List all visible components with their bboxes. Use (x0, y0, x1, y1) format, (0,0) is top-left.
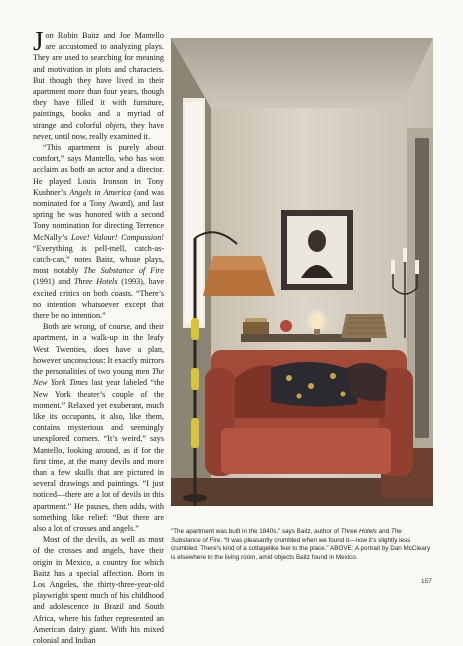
living-room-photo (171, 38, 433, 506)
drop-cap: J (33, 26, 44, 56)
photo-caption: “The apartment was built in the 1840s,” says Baitz, author of Three Hotels and The Substance of Fire. “It was pleasantly crumbled when we found it—now it’s slightly less crumbled. There’s kind of a cottagelike feel to the place.” ABOVE: A portrait by Dan McCleary is elsewhere in the living room, amid objects Baitz found in Mexico. (171, 528, 431, 562)
table-lamp (311, 313, 323, 329)
paragraph-2: “This apartment is purely about comfort,” says Mantello, who has won acclaim as both an actor and a director. He played Louis Ironson in Tony Kushner’s Angels in America (and was nominated for a Tony Award), and last spring he was honored with a second Tony nomination for directing Terrence McNally’s Love! Valour! Compassion! “Everything is pell-mell, catch-as-catch-can,” notes Baitz, whose plays, most notably The Substance of Fire (1991) and Three Hotels (1993), have excited critics on both coasts. “There’s no intention whatsoever except that there be no intention.” (33, 143, 165, 321)
basket (341, 314, 387, 338)
red-sofa (205, 350, 413, 476)
paragraph-3: Both are wrong, of course, and their apartment, in a walk-up in the leafy West Twenties, does have a plan, however unconscious: It exactly mirrors the personalities of two young men The New York Times last year labeled “the New York theater’s couple of the moment.” Relaxed yet exuberant, much like its occupants, it also, like them, contains mysterious and seemingly unexplored corners. “It’s weird,” says Mantello, looking around, as if for the first time, at the many devils and more than a few skulls that are pictured in several drawings and paintings. “I just noticed—there are a lot of devils in this apartment.” He pauses, then adds, with something like relief: “But there are also a lot of crosses and angels.” (33, 322, 164, 533)
page-number: 157 (421, 578, 432, 585)
article-column (33, 26, 165, 646)
living-room-illustration (171, 38, 433, 506)
paragraph-4: Most of the devils, as well as most of the crosses and angels, have their origin in Mexico, a country for which Baitz has a special affection. Born in Los Angeles, the thirty-three-year-old playwright spent much of his childhood and adolescence in Brazil and South Africa, where his father represented an American dairy giant. With his mixed colonial and Indian (33, 535, 164, 645)
paragraph-1: Jon Robin Baitz and Joe Mantello are accustomed to analyzing plays. They are used to searching for meaning and motivation in plots and characters. But though they have lived in their apartment more than four years, though they have filled it with furniture, paintings, books and a myriad of strange and colorful objets, they have never, until now, really examined it. (33, 26, 164, 141)
